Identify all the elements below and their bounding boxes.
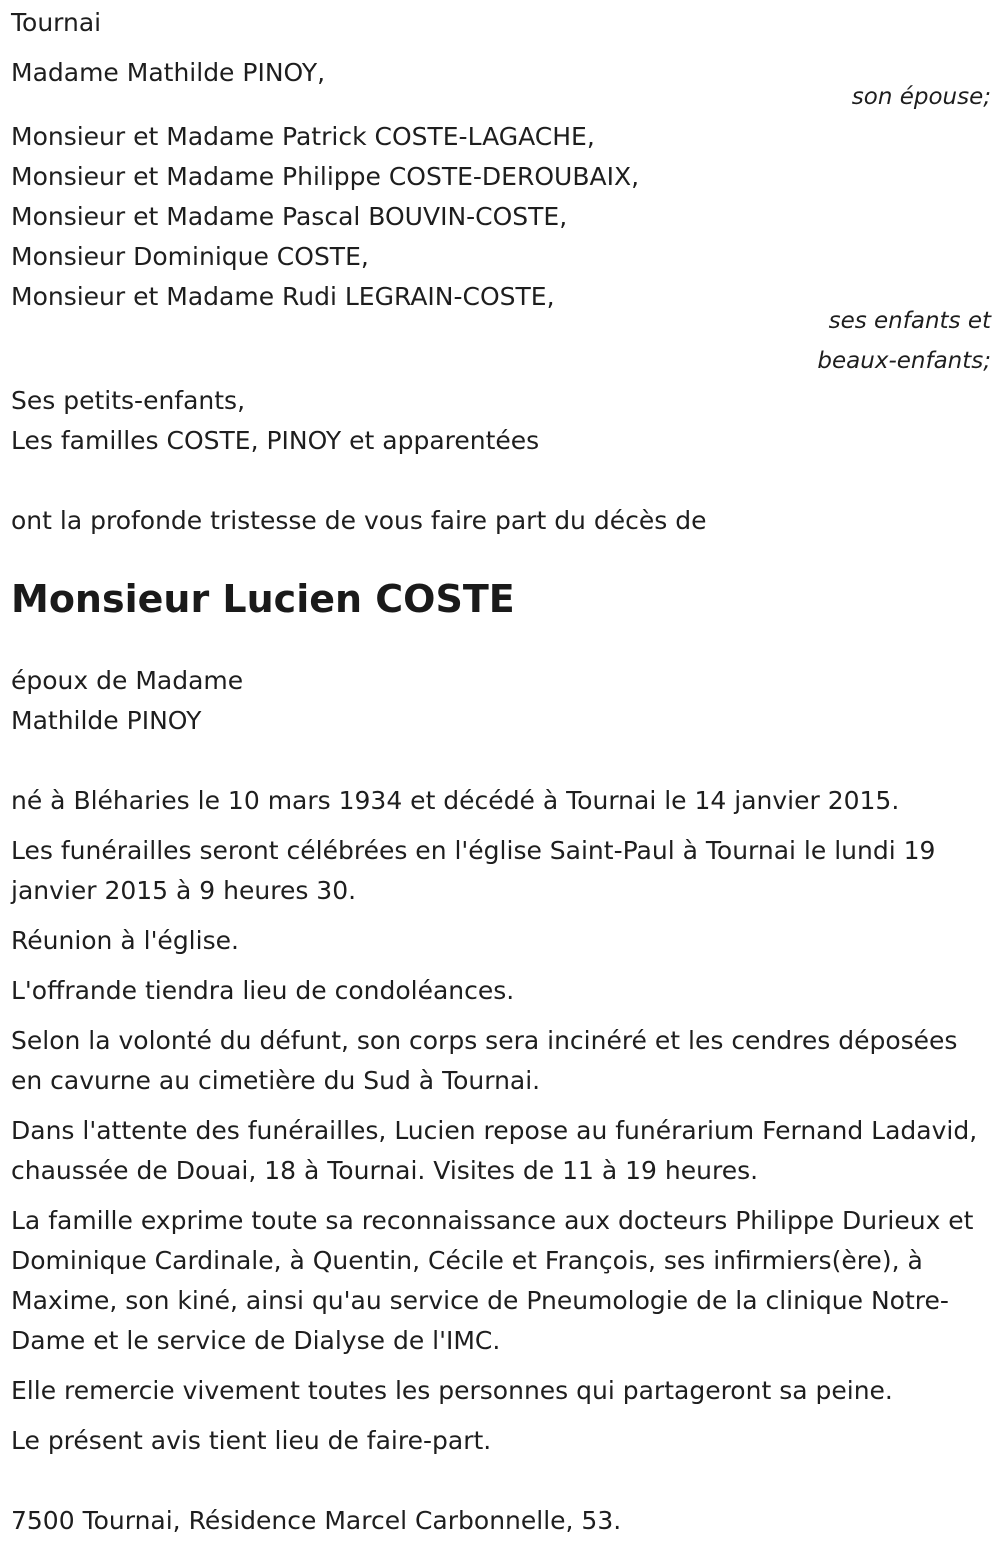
children-relation-1: ses enfants et — [828, 308, 991, 334]
thanks-paragraph: La famille exprime toute sa reconnaissance aux docteurs Philippe Durieux et Dominique Cardinale, à Quentin, Cécile et François, ses infirmiers(ère), à Maxime, son kiné, ainsi qu'au service de Pneumologie de la clinique Notre-Dame et le service de Dialyse de l'IMC. — [11, 1206, 974, 1355]
gratitude-paragraph: Elle remercie vivement toutes les personnes qui partageront sa peine. — [11, 1376, 893, 1405]
notice-paragraph: Le présent avis tient lieu de faire-part. — [11, 1426, 492, 1455]
child-line: Monsieur et Madame Philippe COSTE-DEROUBAIX, — [11, 162, 640, 191]
children-relation-2: beaux-enfants; — [817, 348, 991, 374]
meeting-paragraph: Réunion à l'église. — [11, 926, 239, 955]
birth-death-paragraph: né à Bléharies le 10 mars 1934 et décédé à Tournai le 14 janvier 2015. — [11, 786, 900, 815]
city-heading: Tournai — [11, 8, 102, 37]
epoux-line-1: époux de Madame — [11, 666, 244, 695]
child-line: Monsieur et Madame Patrick COSTE-LAGACHE, — [11, 122, 595, 151]
cremation-paragraph: Selon la volonté du défunt, son corps sera incinéré et les cendres déposées en cavurne au cimetière du Sud à Tournai. — [11, 1026, 958, 1095]
epoux-line-2: Mathilde PINOY — [11, 706, 202, 735]
obituary-notice — [11, 3, 991, 1541]
announcement-text: ont la profonde tristesse de vous faire part du décès de — [11, 506, 707, 535]
spouse-name: Madame Mathilde PINOY, — [11, 58, 326, 87]
funeral-paragraph: Les funérailles seront célébrées en l'église Saint-Paul à Tournai le lundi 19 janvier 2015 à 9 heures 30. — [11, 836, 936, 905]
funerarium-paragraph: Dans l'attente des funérailles, Lucien repose au funérarium Fernand Ladavid, chaussée de Douai, 18 à Tournai. Visites de 11 à 19 heures. — [11, 1116, 978, 1185]
deceased-name: Monsieur Lucien COSTE — [11, 577, 515, 621]
offering-paragraph: L'offrande tiendra lieu de condoléances. — [11, 976, 515, 1005]
spouse-relation: son épouse; — [851, 84, 991, 110]
child-line: Monsieur et Madame Pascal BOUVIN-COSTE, — [11, 202, 568, 231]
child-line: Monsieur et Madame Rudi LEGRAIN-COSTE, — [11, 282, 555, 311]
child-line: Monsieur Dominique COSTE, — [11, 242, 369, 271]
grandchildren-line: Ses petits-enfants, — [11, 386, 246, 415]
address-line: 7500 Tournai, Résidence Marcel Carbonnelle, 53. — [11, 1506, 622, 1535]
families-line: Les familles COSTE, PINOY et apparentées — [11, 426, 540, 455]
